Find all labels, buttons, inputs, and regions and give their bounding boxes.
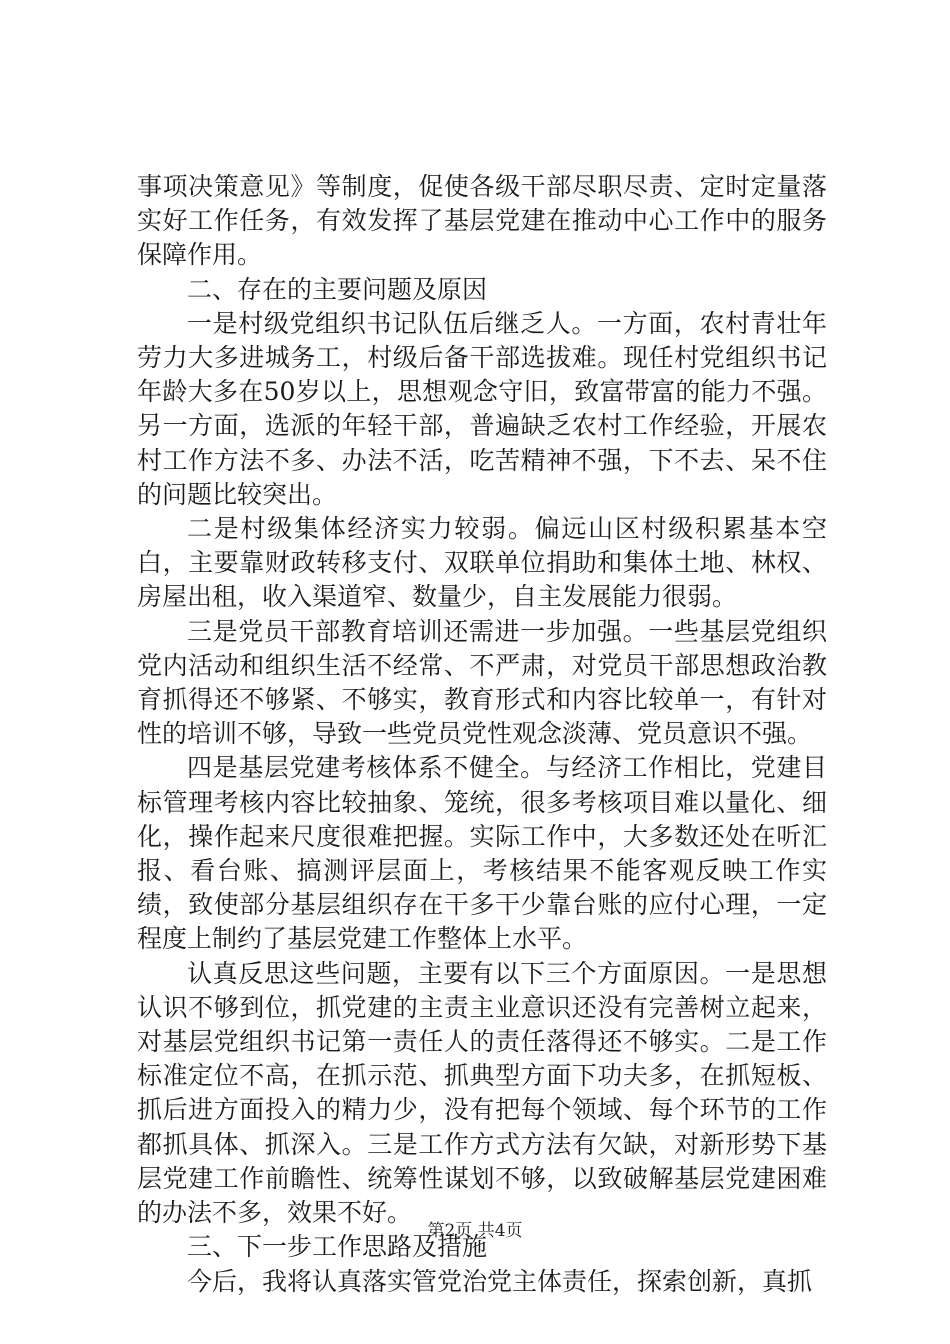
paragraph-next-steps: 今后，我将认真落实管党治党主体责任，探索创新，真抓 (187, 1266, 813, 1296)
page-number-footer: 第2页 共4页 (427, 1221, 523, 1241)
section-heading-next-steps: 三、下一步工作思路及措施 (187, 1232, 488, 1262)
paragraph-problem-three: 三是党员干部教育培训还需进一步加强。一些基层党组织党内活动和组织生活不经常、不严肃，对党员干部思想政治教育抓得还不够紧、不够实，教育形式和内容比较单一，有针对性的培训不够，导致一些党员党性观念淡薄、党员意识不强。 (137, 616, 827, 749)
document-body (137, 170, 827, 1299)
paragraph-reflection: 认真反思这些问题，主要有以下三个方面原因。一是思想认识不够到位，抓党建的主责主业意识还没有完善树立起来，对基层党组织书记第一责任人的责任落得还不够实。二是工作标准定位不高，在抓示范、抓典型方面下功夫多，在抓短板、抓后进方面投入的精力少，没有把每个领域、每个环节的工作都抓具体、抓深入。三是工作方式方法有欠缺，对新形势下基层党建工作前瞻性、统筹性谋划不够，以致破解基层党建困难的办法不多，效果不好。 (137, 958, 827, 1228)
section-heading-problems: 二、存在的主要问题及原因 (187, 274, 488, 304)
paragraph-problem-one: 一是村级党组织书记队伍后继乏人。一方面，农村青壮年劳力大多进城务工，村级后备干部选拔难。现任村党组织书记年龄大多在50岁以上，思想观念守旧，致富带富的能力不强。另一方面，选派的年轻干部，普遍缺乏农村工作经验，开展农村工作方法不多、办法不活，吃苦精神不强，下不去、呆不住的问题比较突出。 (137, 308, 827, 509)
paragraph-problem-two: 二是村级集体经济实力较弱。偏远山区村级积累基本空白，主要靠财政转移支付、双联单位捐助和集体土地、林权、房屋出租，收入渠道窄、数量少，自主发展能力很弱。 (137, 514, 827, 612)
paragraph-problem-four: 四是基层党建考核体系不健全。与经济工作相比，党建目标管理考核内容比较抽象、笼统，很多考核项目难以量化、细化，操作起来尺度很难把握。实际工作中，大多数还处在听汇报、看台账、搞测评层面上，考核结果不能客观反映工作实绩，致使部分基层组织存在干多干少靠台账的应付心理，一定程度上制约了基层党建工作整体上水平。 (137, 753, 827, 954)
paragraph-continuation: 事项决策意见》等制度，促使各级干部尽职尽责、定时定量落实好工作任务，有效发挥了基层党建在推动中心工作中的服务保障作用。 (137, 172, 827, 270)
